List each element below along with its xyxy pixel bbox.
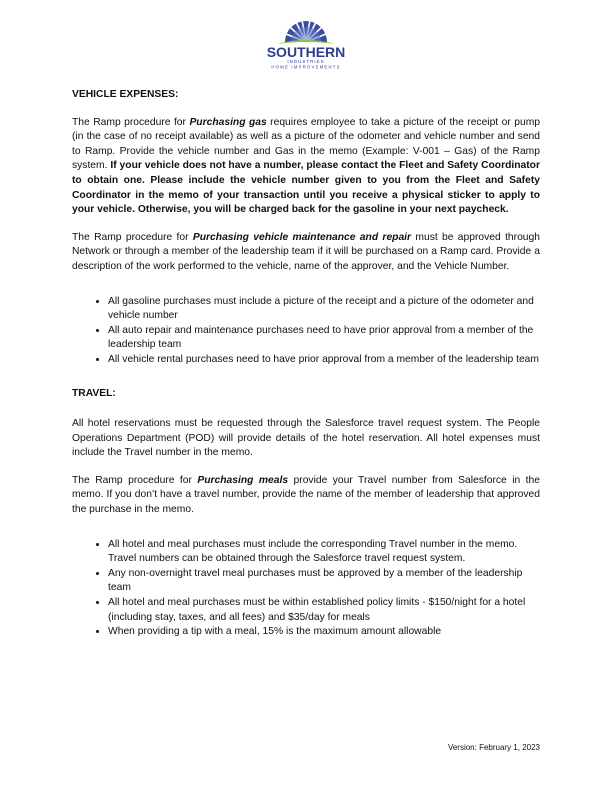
list-item: • Any non-overnight travel meal purchases must be approved by a member of the leadership team xyxy=(108,567,540,596)
text-run: must be approved through Network or through a member of the leadership team if it will be purchased on a Ramp card. Provide a description of the work performed to the vehicle, name of the approver, and the Vehicle Number. xyxy=(72,231,540,272)
list-item: • All vehicle rental purchases need to have prior approval from a member of the leadership team xyxy=(108,353,540,368)
text-run: The Ramp procedure for xyxy=(72,231,193,243)
vehicle-expenses-heading: VEHICLE EXPENSES: xyxy=(72,89,179,100)
vehicle-number-notice: If your vehicle does not have a number, please contact the Fleet and Safety Coordinator to obtain one. Please include the vehicle number given to you from the Fleet and Safety Coordinator in the memo of your transaction until you receive a physical sticker to apply to your vehicle. Otherwise, you will be charged back for the gasoline in your next paycheck. xyxy=(72,160,540,216)
southern-industries-logo xyxy=(255,12,357,70)
list-item: • All hotel and meal purchases must be within established policy limits - $150/night for a hotel (including stay, taxes, and all fees) and $35/day for meals xyxy=(108,596,540,625)
list-item: • All hotel and meal purchases must include the corresponding Travel number in the memo. Travel numbers can be obtained through the Salesforce travel request system. xyxy=(108,538,540,567)
travel-bullet-list xyxy=(72,538,540,640)
list-item: • All auto repair and maintenance purchases need to have prior approval from a member of the leadership team xyxy=(108,324,540,353)
purchasing-gas-paragraph xyxy=(72,116,540,218)
vehicle-maintenance-term: Purchasing vehicle maintenance and repair xyxy=(192,231,412,243)
hotel-reservations-paragraph: All hotel reservations must be requested through the Salesforce travel request system. The People Operations Department (POD) will provide details of the hotel reservation. All hotel expenses must include the Travel number in the memo. xyxy=(72,418,540,459)
logo-name: SOUTHERN xyxy=(266,44,346,60)
vehicle-bullet-list xyxy=(72,295,540,368)
purchasing-gas-term: Purchasing gas xyxy=(189,116,267,128)
list-item: • When providing a tip with a meal, 15% is the maximum amount allowable xyxy=(108,625,540,640)
logo-sub: INDUSTRIES xyxy=(287,59,325,64)
text-run: The Ramp procedure for xyxy=(72,474,198,486)
text-run: provide your Travel number from Salesforce in the memo. If you don’t have a travel number, provide the name of the member of leadership that approved the purchase in the memo. xyxy=(72,474,540,516)
logo-tagline: HOME IMPROVEMENTS xyxy=(271,64,341,70)
list-item: • All gasoline purchases must include a picture of the receipt and a picture of the odometer and vehicle number xyxy=(108,295,540,324)
vehicle-maintenance-paragraph xyxy=(72,231,540,275)
text-run: requires employee to take a picture of the receipt or pump (in the case of no receipt available) as well as a picture of the odometer and vehicle number and send to Ramp. Provide the vehicle number and Gas in the memo (Example: V-001 – Gas) of the Ramp system. xyxy=(72,116,541,172)
text-run: The Ramp procedure for xyxy=(72,116,190,128)
document-body xyxy=(72,88,540,653)
purchasing-meals-paragraph xyxy=(72,474,540,518)
travel-heading: TRAVEL: xyxy=(72,387,116,399)
sun-icon xyxy=(285,20,327,42)
version-footer: Version: February 1, 2023 xyxy=(447,743,540,752)
purchasing-meals-term: Purchasing meals xyxy=(197,474,289,486)
